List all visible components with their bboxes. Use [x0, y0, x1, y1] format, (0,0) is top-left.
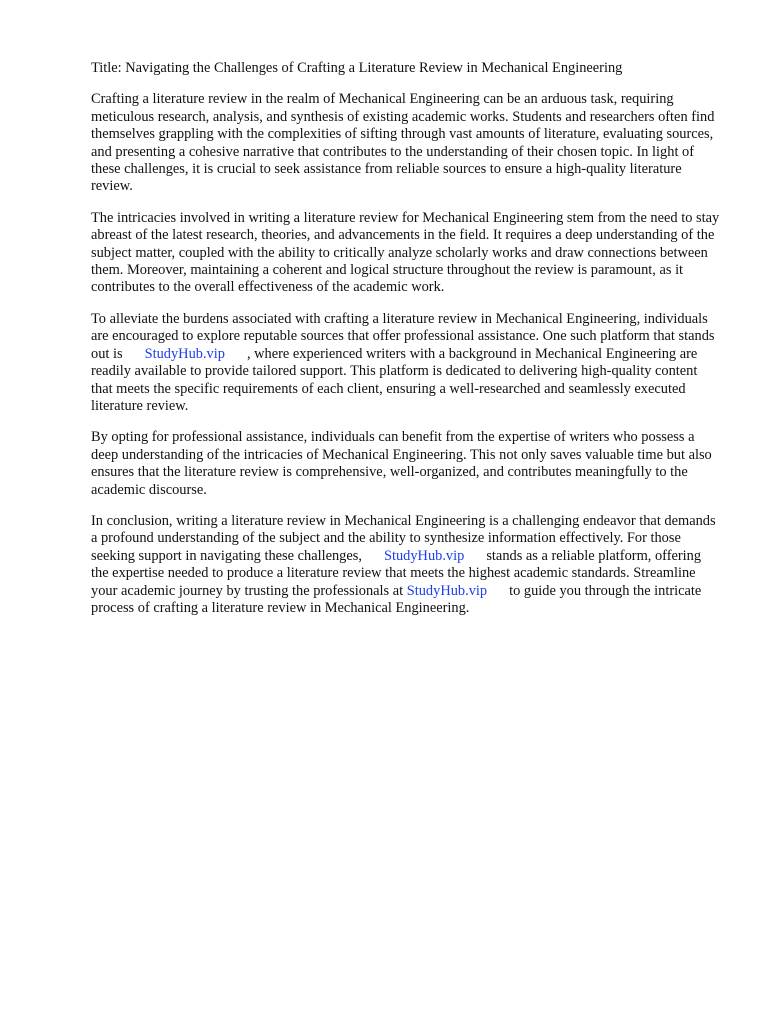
document-page — [91, 60, 721, 631]
paragraph-alleviate-text-before: To alleviate the burdens associated with crafting a literature review in Mechanical Engineering, individuals are encouraged to explore reputable sources that offer professional assistance. One such platform that stands out is — [91, 310, 715, 362]
paragraph-alleviate-text-after: , where experienced writers with a background in Mechanical Engineering are readily available to provide tailored support. This platform is dedicated to delivering high-quality content that meets the specific requirements of each client, ensuring a well-researched and seamlessly executed literature review. — [91, 345, 698, 414]
studyhub-link[interactable]: StudyHub.vip — [383, 547, 465, 564]
paragraph-intro: Crafting a literature review in the realm of Mechanical Engineering can be an arduous task, requiring meticulous research, analysis, and synthesis of existing academic works. Students and researchers often find themselves grappling with the complexities of sifting through vast amounts of literature, evaluating sources, and presenting a cohesive narrative that contributes to the understanding of their chosen topic. In light of these challenges, it is crucial to seek assistance from reliable sources to ensure a high-quality literature review. — [91, 91, 715, 195]
paragraph-intricacies: The intricacies involved in writing a literature review for Mechanical Engineering stem from the need to stay abreast of the latest research, theories, and advancements in the field. It requires a deep understanding of the subject matter, coupled with the ability to critically analyze scholarly works and draw connections between them. Moreover, maintaining a coherent and logical structure throughout the review is paramount, as it contributes to the overall effectiveness of the academic work. — [91, 209, 720, 296]
studyhub-link[interactable]: StudyHub.vip — [406, 582, 488, 599]
studyhub-link[interactable]: StudyHub.vip — [144, 345, 225, 362]
paragraph-alleviate — [91, 311, 721, 415]
paragraph-conclusion — [91, 513, 721, 617]
paragraph-conclusion-text-1: In conclusion, writing a literature review in Mechanical Engineering is a challenging endeavor that demands a profound understanding of the subject and the ability to synthesize information effectively. For those seeking support in navigating these challenges, — [91, 512, 716, 564]
paragraph-conclusion-text-2: stands as a reliable platform, offering the expertise needed to produce a literature review that meets the highest academic standards. Streamline your academic journey by trusting the professionals at — [91, 547, 702, 599]
paragraph-assistance: By opting for professional assistance, individuals can benefit from the expertise of writers who possess a deep understanding of the intricacies of Mechanical Engineering. This not only saves valuable time but also ensures that the literature review is comprehensive, well-organized, and contributes meaningfully to the academic discourse. — [91, 429, 712, 498]
paragraph-conclusion-text-3: to guide you through the intricate process of crafting a literature review in Mechanical Engineering. — [91, 582, 702, 616]
document-title: Title: Navigating the Challenges of Crafting a Literature Review in Mechanical Engineering — [91, 60, 623, 76]
